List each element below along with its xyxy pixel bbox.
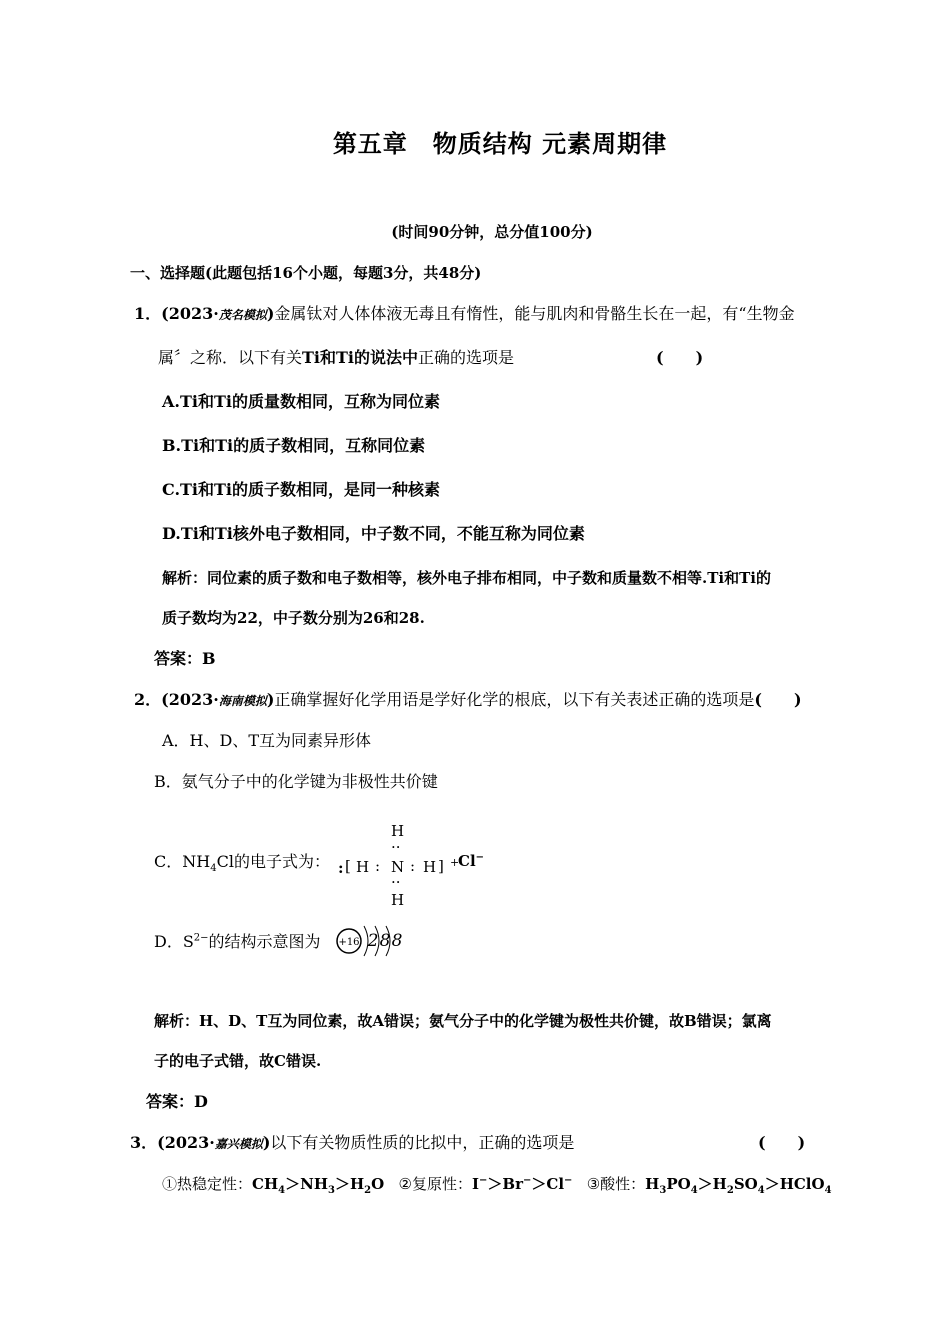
q3-statement-1: ①热稳定性：$CH_4>NH_3>H_2O$ bbox=[162, 1175, 385, 1196]
q1-explanation-line1: 解析：同位素的质子数和电子数相等，核外电子排布相同，中子数和质量数不相等.Ti和Ti的 bbox=[162, 569, 771, 587]
q2-explanation-line2: 子的电子式错，故C错误. bbox=[154, 1052, 322, 1070]
q3-source: (2023·嘉兴模拟) bbox=[157, 1133, 271, 1152]
q1-option-a: A.Ti和Ti的质量数相同，互称为同位素 bbox=[162, 392, 440, 411]
q1-stem-line2: 属〞之称．以下有关Ti和Ti的说法中正确的选项是 bbox=[158, 348, 515, 367]
section-heading: 一、选择题(此题包括16个小题，每题3分，共48分) bbox=[130, 264, 482, 282]
q2-stem-text: 正确掌握好化学用语是学好化学的根底，以下有关表述正确的选项是 bbox=[274, 690, 755, 709]
q1-number: 1． bbox=[134, 304, 162, 323]
q2-source: (2023·海南模拟) bbox=[161, 690, 275, 709]
q1-stem-text: 金属钛对人体体液无毒且有惰性，能与肌肉和骨骼生长在一起，有“生物金 bbox=[274, 304, 795, 323]
q1-option-b: B.Ti和Ti的质子数相同，互称同位素 bbox=[162, 436, 426, 455]
q2-option-a: A．H、D、T互为同素异形体 bbox=[162, 731, 372, 750]
q1-stem-line1 bbox=[134, 304, 795, 325]
q1-option-d: D.Ti和Ti核外电子数相同，中子数不同，不能互称为同位素 bbox=[162, 524, 585, 543]
ef-top-dots: ·· bbox=[391, 838, 401, 856]
q3-statement-2: ②复原性：I−＞Br−＞Cl− bbox=[398, 1175, 573, 1193]
ef-bottom-dots: ·· bbox=[391, 873, 401, 891]
q2-explanation-line1: 解析：H、D、T互为同位素，故A错误；氨气分子中的化学键为极性共价键，故B错误；氯离 bbox=[154, 1012, 772, 1030]
ef-left-h: H bbox=[356, 858, 370, 876]
q2-answer: 答案：D bbox=[146, 1092, 208, 1111]
shell-count-1: 2 bbox=[367, 931, 379, 951]
q2-stem bbox=[134, 690, 802, 711]
q1-answer-bracket: ( ) bbox=[656, 348, 704, 367]
sulfide-structure-diagram bbox=[334, 920, 414, 960]
q1-option-c: C.Ti和Ti的质子数相同，是同一种核素 bbox=[162, 480, 440, 499]
ef-center-n: N bbox=[391, 858, 405, 876]
q3-stem bbox=[130, 1133, 574, 1154]
ef-right-colon: : bbox=[410, 857, 416, 875]
ef-bracket-left: [ bbox=[345, 857, 351, 875]
ef-outer-colon: : bbox=[338, 859, 344, 877]
ef-chloride: Cl− bbox=[458, 852, 485, 870]
q2-option-c: C．$NH_4Cl$的电子式为： bbox=[154, 852, 330, 875]
electron-formula bbox=[336, 820, 496, 912]
ef-left-colon: : bbox=[375, 857, 381, 875]
q2-option-d: D．$S^{2-}$的结构示意图为 bbox=[154, 932, 321, 951]
ef-plus: + bbox=[450, 856, 460, 869]
ef-top-h: H bbox=[391, 822, 405, 840]
shell-count-2: 8 bbox=[379, 931, 391, 951]
q3-statement-3: ③酸性：$H_3PO_4>H_2SO_4>HClO_4$ bbox=[586, 1175, 832, 1196]
q1-source: (2023·茂名模拟) bbox=[161, 304, 275, 323]
nucleus-charge: +16 bbox=[338, 937, 360, 948]
shell-count-3: 8 bbox=[391, 931, 403, 951]
time-info: (时间90分钟，总分值100分) bbox=[391, 223, 593, 241]
q3-stem-text: 以下有关物质性质的比拟中，正确的选项是 bbox=[270, 1133, 575, 1152]
q2-answer-bracket: ( ) bbox=[754, 690, 802, 709]
q1-answer: 答案：B bbox=[154, 649, 216, 668]
q2-number: 2． bbox=[134, 690, 162, 709]
ef-bracket-right: ] bbox=[438, 857, 444, 875]
q3-answer-bracket: ( ) bbox=[758, 1133, 806, 1152]
q3-statements bbox=[162, 1174, 832, 1194]
page-title: 第五章 物质结构 元素周期律 bbox=[332, 129, 668, 158]
q1-explanation-line2: 质子数均为22，中子数分别为26和28. bbox=[162, 609, 425, 627]
ef-right-h: H bbox=[423, 858, 437, 876]
ef-bottom-h: H bbox=[391, 891, 405, 909]
q3-number: 3． bbox=[130, 1133, 158, 1152]
q2-option-b: B．氨气分子中的化学键为非极性共价键 bbox=[154, 772, 438, 791]
